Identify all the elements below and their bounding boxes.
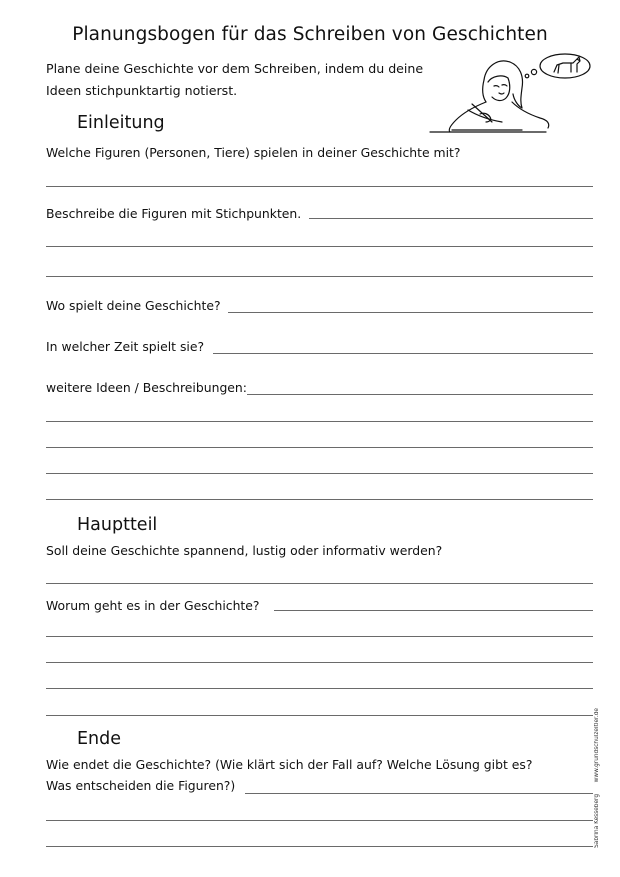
answer-line[interactable] <box>46 662 593 663</box>
question-zeit: In welcher Zeit spielt sie? <box>46 339 205 354</box>
intro-line-1: Plane deine Geschichte vor dem Schreiben, indem du deine <box>46 61 424 76</box>
girl-writing-thinking-of-horse-icon <box>428 52 593 134</box>
answer-line[interactable] <box>245 793 593 794</box>
question-entscheiden: Was entscheiden die Figuren?) <box>46 778 236 793</box>
question-worum-geht-es: Worum geht es in der Geschichte? <box>46 598 260 613</box>
answer-line[interactable] <box>46 636 593 637</box>
answer-line[interactable] <box>46 688 593 689</box>
question-spannend-lustig: Soll deine Geschichte spannend, lustig oder informativ werden? <box>46 543 443 558</box>
question-ort: Wo spielt deine Geschichte? <box>46 298 221 313</box>
heading-ende: Ende <box>77 729 122 749</box>
question-wie-endet: Wie endet die Geschichte? (Wie klärt sich der Fall auf? Welche Lösung gibt es? <box>46 757 533 772</box>
answer-line[interactable] <box>309 218 593 219</box>
answer-line[interactable] <box>247 394 593 395</box>
heading-einleitung: Einleitung <box>77 113 165 133</box>
page-title: Planungsbogen für das Schreiben von Geschichten <box>72 24 548 45</box>
question-weitere-ideen: weitere Ideen / Beschreibungen: <box>46 380 247 395</box>
credit-website: www.grundschulzeitler.de <box>594 707 600 782</box>
answer-line[interactable] <box>46 473 593 474</box>
answer-line[interactable] <box>228 312 593 313</box>
answer-line[interactable] <box>46 421 593 422</box>
heading-hauptteil: Hauptteil <box>77 515 158 535</box>
answer-line[interactable] <box>274 610 593 611</box>
answer-line[interactable] <box>46 583 593 584</box>
answer-line[interactable] <box>46 846 593 847</box>
answer-line[interactable] <box>213 353 593 354</box>
answer-line[interactable] <box>46 820 593 821</box>
answer-line[interactable] <box>46 276 593 277</box>
answer-line[interactable] <box>46 246 593 247</box>
answer-line[interactable] <box>46 499 593 500</box>
question-figuren: Welche Figuren (Personen, Tiere) spielen in deiner Geschichte mit? <box>46 145 461 160</box>
answer-line[interactable] <box>46 447 593 448</box>
question-beschreibe-figuren: Beschreibe die Figuren mit Stichpunkten. <box>46 206 302 221</box>
answer-line[interactable] <box>46 715 593 716</box>
answer-line[interactable] <box>46 186 593 187</box>
intro-line-2: Ideen stichpunktartig notierst. <box>46 83 238 98</box>
credit-author: Sabrina Kesseberg <box>594 794 600 848</box>
side-credits <box>594 707 606 848</box>
intro-text <box>46 58 466 102</box>
